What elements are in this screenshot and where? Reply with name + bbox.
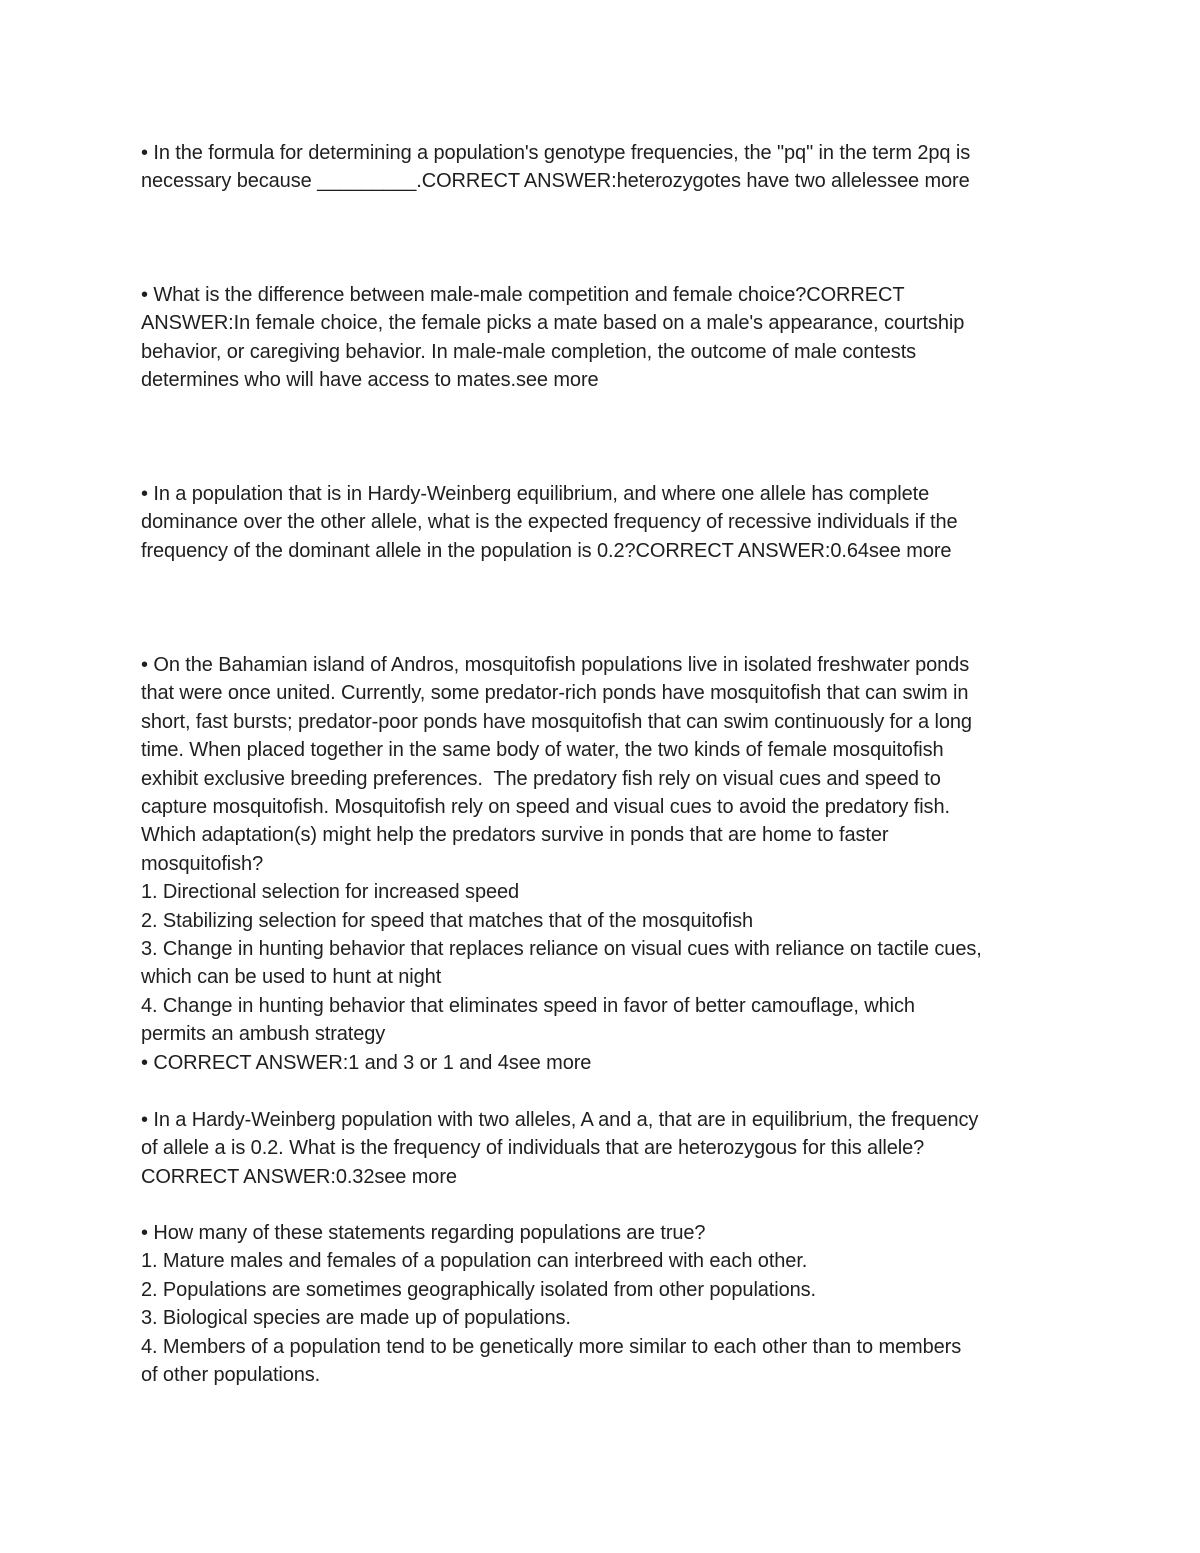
text-line: of allele a is 0.2. What is the frequency of individuals that are heterozygous for this allele?: [141, 1137, 925, 1160]
text-line: necessary because _________.CORRECT ANSWER:heterozygotes have two allelessee more: [141, 170, 970, 193]
text-line: determines who will have access to mates.see more: [141, 369, 599, 392]
text-line: Which adaptation(s) might help the predators survive in ponds that are home to faster: [141, 824, 889, 847]
question-block-4: [141, 651, 982, 1077]
text-line: frequency of the dominant allele in the population is 0.2?CORRECT ANSWER:0.64see more: [141, 539, 952, 562]
answer-line: • CORRECT ANSWER:1 and 3 or 1 and 4see more: [141, 1051, 592, 1074]
list-item: 2. Populations are sometimes geographically isolated from other populations.: [141, 1278, 817, 1301]
text-line: • What is the difference between male-male competition and female choice?CORRECT: [141, 284, 905, 306]
text-line: • In a Hardy-Weinberg population with two alleles, A and a, that are in equilibrium, the frequency: [141, 1109, 979, 1131]
text-line: exhibit exclusive breeding preferences. The predatory fish rely on visual cues and speed to: [141, 767, 941, 790]
answer-line: CORRECT ANSWER:0.32see more: [141, 1165, 457, 1188]
list-item: 1. Mature males and females of a population can interbreed with each other.: [141, 1250, 808, 1273]
text-line: of other populations.: [141, 1364, 321, 1387]
text-line: that were once united. Currently, some predator-rich ponds have mosquitofish that can swim in: [141, 682, 969, 705]
text-line: behavior, or caregiving behavior. In male-male completion, the outcome of male contests: [141, 340, 917, 363]
text-line: dominance over the other allele, what is the expected frequency of recessive individuals if the: [141, 511, 958, 534]
text-line: • In the formula for determining a population's genotype frequencies, the "pq" in the term 2pq is: [141, 142, 971, 164]
question-block-2: [141, 281, 964, 395]
question-block-1: [141, 139, 970, 196]
list-item: 4. Change in hunting behavior that eliminates speed in favor of better camouflage, which: [141, 994, 915, 1017]
text-line: which can be used to hunt at night: [141, 966, 442, 989]
text-line: short, fast bursts; predator-poor ponds have mosquitofish that can swim continuously for a long: [141, 710, 972, 733]
text-line: mosquitofish?: [141, 852, 264, 875]
question-block-3: [141, 480, 958, 565]
text-line: capture mosquitofish. Mosquitofish rely on speed and visual cues to avoid the predatory fish.: [141, 796, 950, 819]
text-line: permits an ambush strategy: [141, 1023, 386, 1046]
list-item: 3. Biological species are made up of populations.: [141, 1307, 571, 1330]
text-line: time. When placed together in the same body of water, the two kinds of female mosquitofish: [141, 739, 944, 762]
list-item: 4. Members of a population tend to be genetically more similar to each other than to members: [141, 1335, 962, 1358]
question-block-6: [141, 1219, 961, 1389]
text-line: • In a population that is in Hardy-Weinberg equilibrium, and where one allele has complete: [141, 483, 930, 505]
list-item: 2. Stabilizing selection for speed that matches that of the mosquitofish: [141, 909, 754, 932]
question-block-5: [141, 1106, 978, 1191]
text-line: • On the Bahamian island of Andros, mosquitofish populations live in isolated freshwater ponds: [141, 654, 970, 676]
list-item: 1. Directional selection for increased speed: [141, 881, 520, 904]
text-line: ANSWER:In female choice, the female picks a mate based on a male's appearance, courtship: [141, 312, 965, 335]
text-line: • How many of these statements regarding populations are true?: [141, 1222, 706, 1244]
list-item: 3. Change in hunting behavior that replaces reliance on visual cues with reliance on tactile cues,: [141, 938, 982, 961]
